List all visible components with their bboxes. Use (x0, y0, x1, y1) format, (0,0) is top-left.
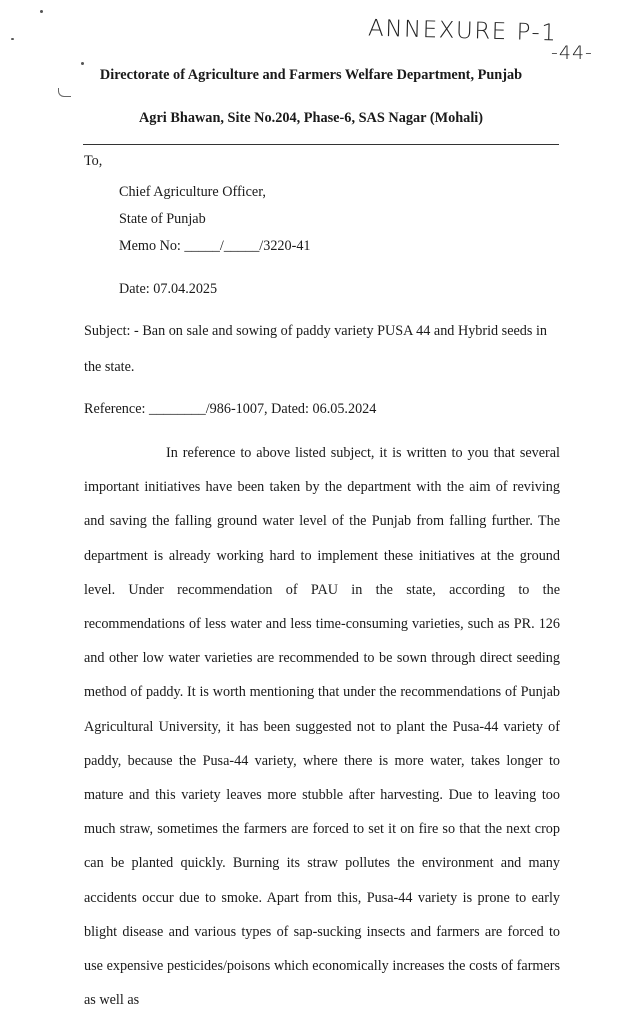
addressee-title: Chief Agriculture Officer, (119, 184, 266, 200)
to-label: To, (84, 153, 103, 169)
subject-line: Subject: - Ban on sale and sowing of paddy variety PUSA 44 and Hybrid seeds in (84, 323, 547, 339)
scan-speck (11, 38, 14, 40)
addressee-state: State of Punjab (119, 211, 206, 227)
scan-mark (58, 88, 71, 97)
reference-line: Reference: ________/986-1007, Dated: 06.05.2024 (84, 401, 377, 417)
header-rule (83, 144, 559, 145)
body-text: In reference to above listed subject, it is written to you that several important initiatives have been taken by the department with the aim of reviving and saving the falling ground water level of the Punjab from falling further. The department is already working hard to implement these initiatives at the ground level. Under recommendation of PAU in the state, according to the recommendations of less water and less time-consuming varieties, such as PR. 126 and other low water varieties are recommended to be sown through direct seeding method of paddy. It is worth mentioning that under the recommendations of Punjab Agricultural University, it has been suggested not to plant the Pusa-44 variety of paddy, because the Pusa-44 variety, where there is more water, takes longer to mature and this variety leaves more stubble after harvesting. Due to leaving too much straw, sometimes the farmers are forced to set it on fire so that the next crop can be planted quickly. Burning its straw pollutes the environment and many accidents occur due to smoke. Apart from this, Pusa-44 variety is prone to early blight disease and various types of sap-sucking insects and farmers are forced to use expensive pesticides/poisons which economically increases the costs of farmers as well as (84, 445, 560, 1009)
department-heading: Directorate of Agriculture and Farmers Welfare Department, Punjab (99, 67, 523, 83)
scan-speck (81, 62, 84, 65)
subject-line-continued: the state. (84, 359, 135, 375)
annexure-annotation: ANNEXURE P-1 (367, 15, 558, 47)
memo-number: Memo No: _____/_____/3220-41 (119, 238, 311, 254)
letter-date: Date: 07.04.2025 (119, 281, 218, 297)
address-heading: Agri Bhawan, Site No.204, Phase-6, SAS Nagar (Mohali) (138, 110, 484, 126)
page-number-annotation: -44- (551, 42, 593, 64)
scan-speck (40, 10, 43, 13)
body-paragraph (84, 436, 560, 1017)
